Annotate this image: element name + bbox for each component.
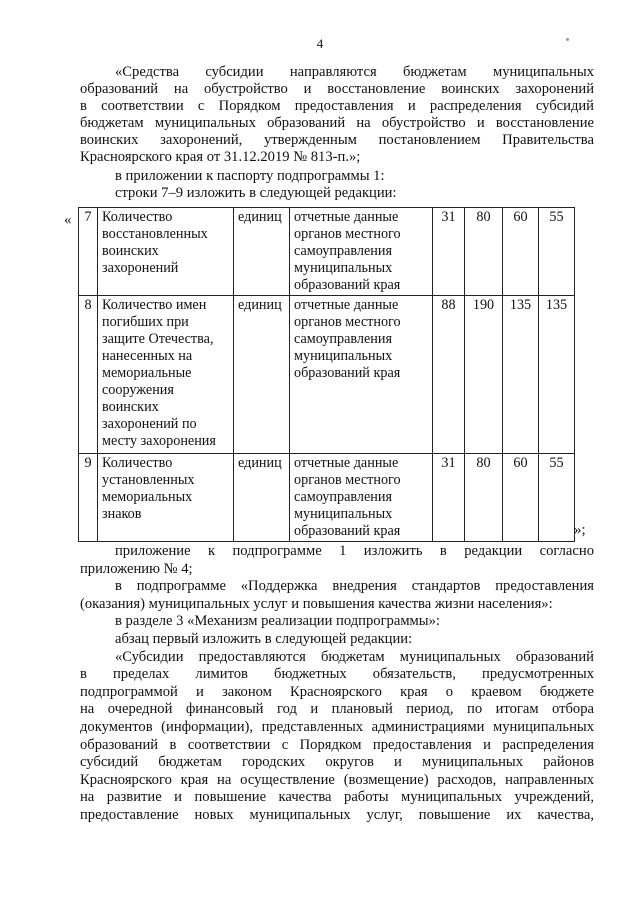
unit-cell: единиц — [234, 454, 290, 542]
row-number-cell: 7 — [79, 208, 98, 296]
row-number-cell: 8 — [79, 296, 98, 454]
value-cell: 31 — [433, 208, 465, 296]
text-line: документов (информации), представленных администрациями муниципальных — [80, 719, 594, 735]
text-line: приложению № 4; — [80, 560, 193, 577]
text-line: (оказания) муниципальных услуг и повышения качества жизни населения»: — [80, 595, 553, 612]
table-row — [79, 296, 575, 454]
page-number: 4 — [316, 36, 324, 51]
intro-line: в приложении к паспорту подпрограммы 1: — [115, 168, 385, 184]
value-cell: 60 — [503, 454, 539, 542]
indicator-name-line: Количество имен — [102, 297, 207, 313]
source-line: органов местного — [294, 314, 401, 330]
indicator-name-line: воинских — [102, 399, 159, 415]
close-quote: »; — [574, 522, 586, 538]
source-line: органов местного — [294, 226, 401, 242]
source-line: муниципальных — [294, 506, 393, 522]
indicator-name-cell — [98, 454, 234, 542]
value-cell: 60 — [503, 208, 539, 296]
value-cell: 135 — [539, 296, 575, 454]
text-line: воинских захоронений, утвержденным постановлением Правительства — [80, 132, 594, 148]
text-line: абзац первый изложить в следующей редакции: — [115, 631, 413, 647]
source-cell — [290, 296, 433, 454]
indicator-name-line: мемориальные — [102, 365, 192, 381]
indicator-name-line: воинских — [102, 243, 159, 259]
value-cell: 31 — [433, 454, 465, 542]
text-line: на очередной финансовый год и плановый период, по итогам отбора — [80, 701, 594, 718]
intro-line: строки 7–9 изложить в следующей редакции: — [115, 185, 397, 201]
indicator-name-line: нанесенных на — [102, 348, 193, 364]
source-line: отчетные данные — [294, 297, 399, 313]
indicator-name-line: установленных — [102, 472, 195, 488]
indicator-name-line: восстановленных — [102, 226, 208, 242]
value-cell: 80 — [465, 208, 503, 296]
unit-cell: единиц — [234, 208, 290, 296]
text-line: образований на обустройство и восстановление воинских захоронений — [80, 81, 594, 97]
text-line: подпрограммой и законом Красноярского края о краевом бюджете — [80, 683, 594, 700]
text-line: образований в соответствии с Порядком предоставления и распределения — [80, 736, 594, 753]
value-cell: 55 — [539, 208, 575, 296]
indicator-name-line: сооружения — [102, 382, 174, 398]
value-cell: 80 — [465, 454, 503, 542]
source-line: отчетные данные — [294, 209, 399, 225]
source-line: самоуправления — [294, 243, 392, 259]
source-line: образований края — [294, 365, 401, 381]
row-number-cell: 9 — [79, 454, 98, 542]
text-line: в подпрограмме «Поддержка внедрения стандартов предоставления — [115, 578, 594, 595]
text-line: предоставление новых муниципальных услуг, повышение их качества, — [80, 807, 594, 823]
table-row — [79, 454, 575, 542]
unit-cell: единиц — [234, 296, 290, 454]
text-line: в соответствии с Порядком предоставления и распределения субсидий — [80, 98, 594, 114]
value-cell: 135 — [503, 296, 539, 454]
text-line: Красноярского края от 31.12.2019 № 813-п.»; — [80, 149, 361, 165]
value-cell: 88 — [433, 296, 465, 454]
source-line: образований края — [294, 523, 401, 539]
indicator-name-line: мемориальных — [102, 489, 193, 505]
text-line: в разделе 3 «Механизм реализации подпрограммы»: — [115, 613, 440, 630]
indicator-name-line: знаков — [102, 506, 142, 522]
text-line: в пределах лимитов бюджетных обязательств, предусмотренных — [80, 666, 594, 683]
indicator-name-line: месту захоронения — [102, 433, 216, 449]
text-line: Красноярского края на осуществление (возмещение) расходов, направленных — [80, 771, 594, 788]
source-cell — [290, 208, 433, 296]
source-line: образований края — [294, 277, 401, 293]
indicator-name-line: погибших при — [102, 314, 189, 330]
indicators-table — [78, 207, 575, 542]
text-line: бюджетам муниципальных образований на обустройство и восстановление — [80, 115, 594, 131]
open-quote: « — [64, 212, 72, 228]
indicator-name-line: Количество — [102, 209, 173, 225]
value-cell: 190 — [465, 296, 503, 454]
text-line: «Средства субсидии направляются бюджетам муниципальных — [115, 64, 594, 80]
indicator-name-line: Количество — [102, 455, 173, 471]
source-line: муниципальных — [294, 348, 393, 364]
text-line: субсидий бюджетам городских округов и муниципальных районов — [80, 754, 594, 771]
indicator-name-cell — [98, 296, 234, 454]
source-line: отчетные данные — [294, 455, 399, 471]
text-line: приложение к подпрограмме 1 изложить в редакции согласно — [115, 543, 594, 559]
source-line: органов местного — [294, 472, 401, 488]
text-line: на развитие и повышение качества работы муниципальных учреждений, — [80, 789, 594, 806]
value-cell: 55 — [539, 454, 575, 542]
text-line: «Субсидии предоставляются бюджетам муниципальных образований — [115, 648, 594, 665]
indicator-name-cell — [98, 208, 234, 296]
scan-dot — [566, 38, 569, 41]
indicator-name-line: захоронений — [102, 260, 179, 276]
source-cell — [290, 454, 433, 542]
indicator-name-line: захоронений по — [102, 416, 197, 432]
indicator-name-line: защите Отечества, — [102, 331, 214, 347]
source-line: самоуправления — [294, 331, 392, 347]
table-row — [79, 208, 575, 296]
source-line: муниципальных — [294, 260, 393, 276]
source-line: самоуправления — [294, 489, 392, 505]
